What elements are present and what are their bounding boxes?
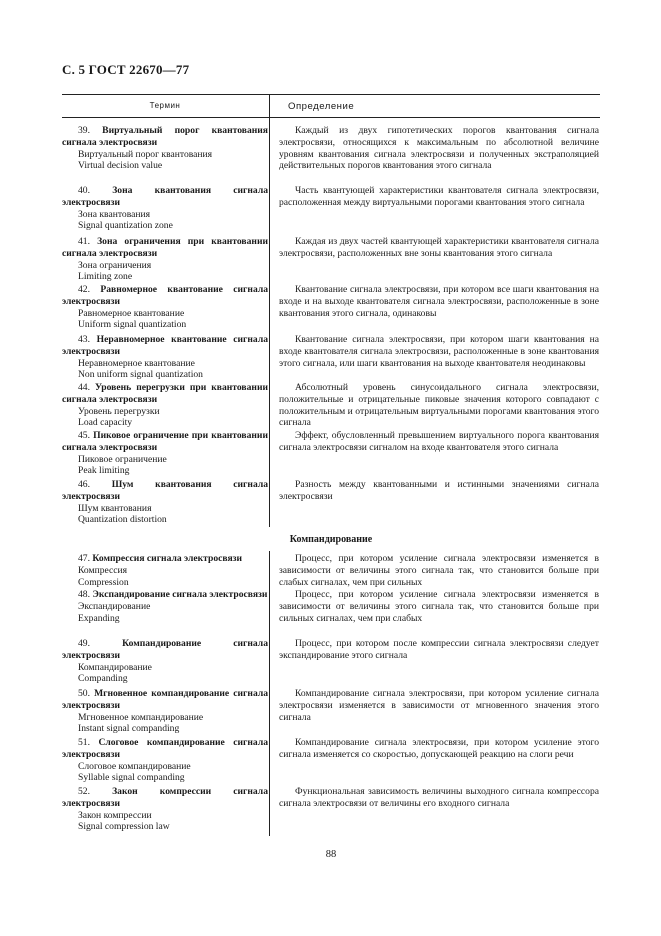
term-synonym-en: Signal compression law: [78, 821, 170, 833]
definition-47: Процесс, при котором усиление сигнала электросвязи изменяется в зависимости от величины этого сигнала так, что становится больше при слабых сигналах, чем при сильных: [279, 553, 599, 588]
term-synonym-en: Compression: [78, 576, 129, 588]
term-number: 48.: [78, 589, 90, 600]
term-title: Зона квантования сигнала электросвязи: [62, 185, 268, 208]
term-synonym-ru: Виртуальный порог квантования: [78, 148, 213, 160]
term-number: 45.: [78, 430, 90, 441]
term-synonym-en: Non uniform signal quantization: [78, 369, 203, 381]
page-header: С. 5 ГОСТ 22670—77: [62, 62, 190, 77]
term-title: Виртуальный порог квантования сигнала электросвязи: [62, 125, 268, 148]
term-title: Шум квантования сигнала электросвязи: [62, 479, 269, 502]
term-number: 40.: [78, 185, 90, 196]
term-synonym-en: Syllable signal companding: [78, 772, 185, 784]
column-divider: [269, 94, 270, 117]
term-synonym-en: Peak limiting: [78, 465, 130, 477]
term-synonym-ru: Закон компрессии: [78, 809, 152, 821]
term-synonym-en: Uniform signal quantization: [78, 319, 187, 331]
term-title: Зона ограничения при квантовании сигнала электросвязи: [62, 236, 268, 259]
term-entry-42: [62, 284, 268, 331]
term-synonym-ru: Равномерное квантование: [78, 307, 185, 319]
term-title: Компандирование сигнала электросвязи: [62, 638, 268, 661]
term-synonym-en: Quantization distortion: [78, 514, 167, 526]
page-number: 88: [325, 849, 337, 860]
term-synonym-en: Instant signal companding: [78, 723, 180, 735]
term-synonym-ru: Уровень перегрузки: [78, 405, 160, 417]
term-entry-52: [62, 786, 268, 833]
term-title: Закон компрессии сигнала электросвязи: [62, 786, 268, 809]
definition-48: Процесс, при котором усиление сигнала электросвязи изменяется в зависимости от величины этого сигнала так, что становится больше при сильных сигналах, чем при слабых: [279, 589, 599, 624]
term-title: Неравномерное квантование сигнала электросвязи: [62, 334, 268, 357]
term-number: 47.: [78, 553, 90, 564]
definition-46: Разность между квантованными и истинными значениями сигнала электросвязи: [279, 479, 599, 502]
definition-39: Каждый из двух гипотетических порогов квантования сигнала электросвязи, относящихся к максимальным по абсолютной величине уровням квантования сигнала электросвязи и полученных экстраполяцией действительных порогов квантования этого сигнала: [279, 125, 599, 172]
term-synonym-ru: Зона квантования: [78, 208, 151, 220]
definition-49: Процесс, при котором после компрессии сигнала электросвязи следует экспандирование этого сигнала: [279, 638, 599, 661]
term-synonym-ru: Компрессия: [78, 564, 128, 576]
term-synonym-ru: Слоговое компандирование: [78, 760, 191, 772]
term-synonym-ru: Мгновенное компандирование: [78, 711, 204, 723]
term-synonym-en: Virtual decision value: [78, 160, 163, 172]
term-entry-48: [62, 589, 268, 624]
column-header-term: Термин: [149, 101, 181, 110]
term-synonym-en: Limiting zone: [78, 271, 133, 283]
term-entry-50: [62, 688, 268, 735]
term-number: 52.: [78, 786, 90, 797]
column-divider: [269, 117, 270, 527]
term-number: 41.: [78, 236, 90, 247]
term-title: Равномерное квантование сигнала электросвязи: [62, 284, 268, 307]
definition-52: Функциональная зависимость величины выходного сигнала компрессора сигнала электросвязи от величины его входного сигнала: [279, 786, 599, 809]
term-entry-44: [62, 382, 268, 429]
term-entry-41: [62, 236, 268, 283]
definition-41: Каждая из двух частей квантующей характеристики квантователя сигнала электросвязи, расположенных вне зоны квантования этого сигнала: [279, 236, 599, 259]
term-number: 44.: [78, 382, 90, 393]
term-synonym-ru: Пиковое ограничение: [78, 453, 167, 465]
term-synonym-ru: Компандирование: [78, 661, 152, 673]
term-number: 43.: [78, 334, 90, 345]
term-entry-39: [62, 125, 268, 172]
definition-44: Абсолютный уровень синусоидального сигнала электросвязи, положительные и отрицательные пиковые значения которого совпадают с положительным и отрицательным виртуальными порогами квантования этого сигнала: [279, 382, 599, 429]
definition-40: Часть квантующей характеристики квантователя сигнала электросвязи, расположенная между виртуальными порогами квантования этого сигнала: [279, 185, 599, 208]
term-synonym-en: Signal quantization zone: [78, 220, 173, 232]
term-entry-43: [62, 334, 268, 381]
term-number: 46.: [78, 479, 90, 490]
term-title: Пиковое ограничение при квантовании сигнала электросвязи: [62, 430, 268, 453]
term-entry-47: [62, 553, 268, 588]
term-synonym-en: Expanding: [78, 612, 120, 624]
table-header-rule: [62, 117, 600, 118]
table-top-rule: [62, 94, 600, 95]
term-synonym-ru: Шум квантования: [78, 502, 152, 514]
term-synonym-ru: Неравномерное квантование: [78, 357, 195, 369]
term-number: 49.: [78, 638, 90, 649]
term-entry-46: [62, 479, 268, 526]
term-number: 39.: [78, 125, 90, 136]
term-number: 42.: [78, 284, 90, 295]
term-synonym-en: Load capacity: [78, 417, 133, 429]
definition-51: Компандирование сигнала электросвязи, при котором усиление этого сигнала изменяется со скоростью, допускающей реакцию на слоги речи: [279, 737, 599, 760]
term-synonym-ru: Зона ограничения: [78, 259, 152, 271]
term-title: Экспандирование сигнала электросвязи: [92, 589, 268, 600]
definition-43: Квантование сигнала электросвязи, при котором шаги квантования на входе квантователя сигнала электросвязи, расположенные в зоне квантования этого сигнала, или шаги квантования на выходе квантователя неодинаковы: [279, 334, 599, 369]
definition-45: Эффект, обусловленный превышением виртуального порога квантования сигнала электросвязи сигналом на входе квантователя этого сигнала: [279, 430, 599, 453]
definition-42: Квантование сигнала электросвязи, при котором все шаги квантования на входе и на выходе квантователя сигнала электросвязи, расположенные в зоне квантования этого сигнала, одинаковы: [279, 284, 599, 319]
term-entry-45: [62, 430, 268, 477]
column-header-definition: Определение: [288, 101, 355, 112]
term-number: 51.: [78, 737, 90, 748]
term-number: 50.: [78, 688, 90, 699]
term-entry-40: [62, 185, 268, 232]
column-divider: [269, 551, 270, 836]
definition-50: Компандирование сигнала электросвязи, при котором усиление сигнала электросвязи изменяется в зависимости от мгновенного значения этого сигнала: [279, 688, 599, 723]
term-synonym-en: Companding: [78, 673, 128, 685]
term-title: Компрессия сигнала электросвязи: [92, 553, 243, 564]
term-title: Мгновенное компандирование сигнала электросвязи: [62, 688, 268, 711]
term-entry-49: [62, 638, 268, 685]
term-title: Слоговое компандирование сигнала электросвязи: [62, 737, 268, 760]
section-title: Компандирование: [289, 534, 373, 545]
term-synonym-ru: Экспандирование: [78, 600, 151, 612]
term-entry-51: [62, 737, 268, 784]
term-title: Уровень перегрузки при квантовании сигнала электросвязи: [62, 382, 268, 405]
